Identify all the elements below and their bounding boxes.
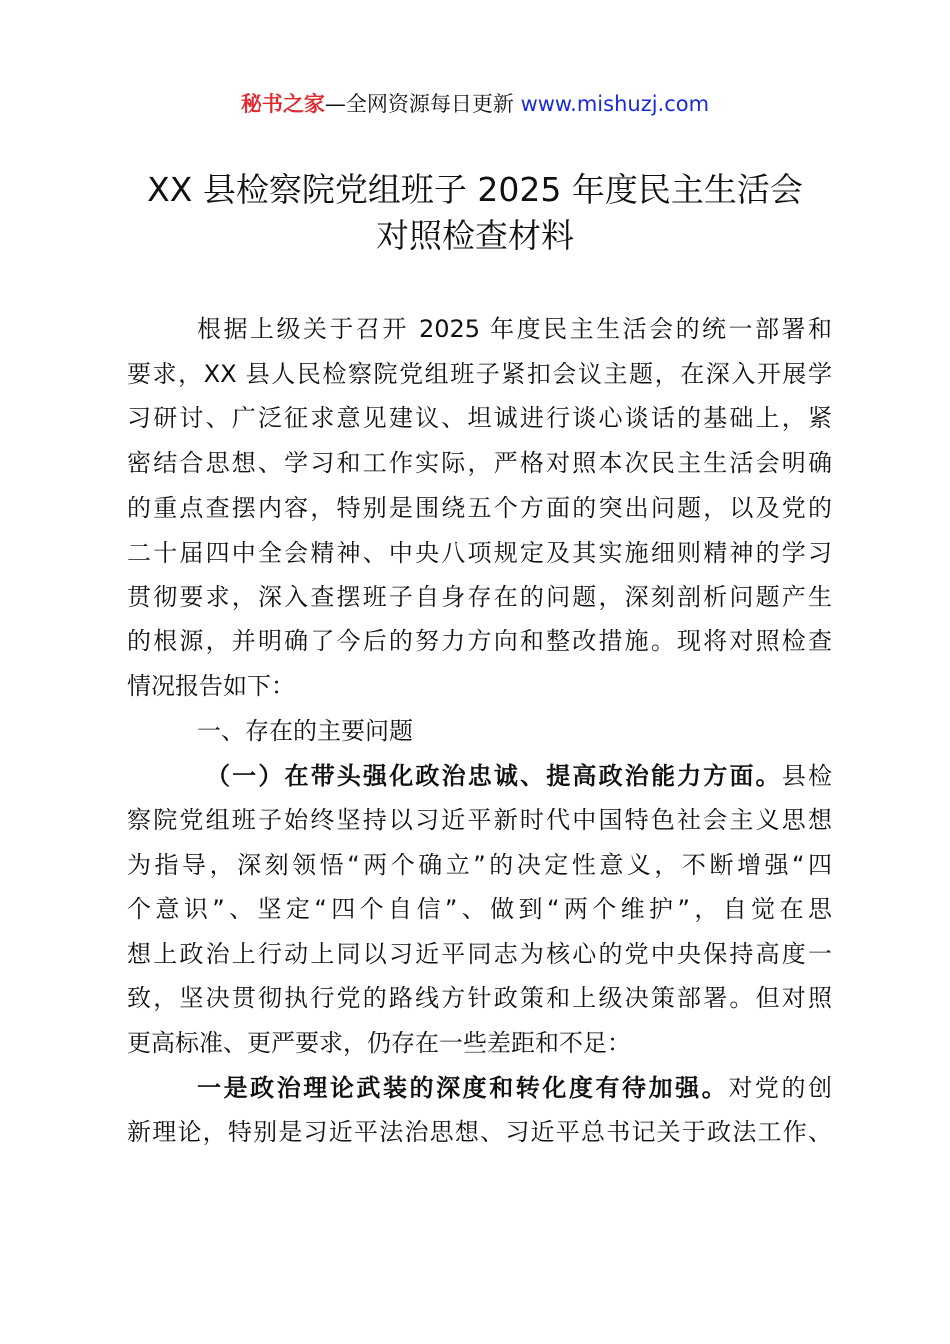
paragraph-line: 致，坚决贯彻执行党的路线方针政策和上级决策部署。但对照 — [127, 984, 832, 1012]
bold-heading-text: 一是政治理论武装的深度和转化度有待加强。 — [197, 1074, 729, 1102]
header-tagline: —全网资源每日更新 — [324, 92, 521, 116]
paragraph-line: 更高标准、更严要求，仍存在一些差距和不足： — [127, 1029, 631, 1057]
paragraph-line — [206, 761, 832, 791]
paragraph-line: 二十届四中全会精神、中央八项规定及其实施细则精神的学习 — [127, 539, 832, 567]
document-title-line-2: 对照检查材料 — [376, 216, 574, 255]
bold-heading-text: （一）在带头强化政治忠诚、提高政治能力方面。 — [206, 762, 782, 790]
paragraph-line — [197, 1073, 832, 1103]
paragraph-line: 情况报告如下： — [127, 672, 295, 700]
line-text: 县检 — [781, 762, 833, 790]
site-header — [0, 88, 950, 120]
paragraph-line: 密结合思想、学习和工作实际，严格对照本次民主生活会明确 — [127, 449, 832, 477]
line-text: 对党的创 — [728, 1074, 833, 1102]
paragraph-line: 根据上级关于召开 2025 年度民主生活会的统一部署和 — [197, 315, 832, 343]
brand-name: 秘书之家 — [240, 92, 325, 116]
paragraph-line: 新理论，特别是习近平法治思想、习近平总书记关于政法工作、 — [127, 1118, 832, 1146]
paragraph-line: 习研讨、广泛征求意见建议、坦诚进行谈心谈话的基础上，紧 — [127, 404, 832, 432]
paragraph-line: 贯彻要求，深入查摆班子自身存在的问题，深刻剖析问题产生 — [127, 583, 832, 611]
section-heading: 一、存在的主要问题 — [197, 717, 413, 745]
site-url-link[interactable]: www.mishuzj.com — [520, 92, 710, 116]
paragraph-line: 察院党组班子始终坚持以习近平新时代中国特色社会主义思想 — [127, 806, 832, 834]
paragraph-line: 的根源，并明确了今后的努力方向和整改措施。现将对照检查 — [127, 627, 832, 655]
paragraph-line: 为指导，深刻领悟“两个确立”的决定性意义，不断增强“四 — [127, 851, 832, 879]
paragraph-line: 要求，XX 县人民检察院党组班子紧扣会议主题，在深入开展学 — [127, 360, 832, 388]
paragraph-line: 个意识”、坚定“四个自信”、做到“两个维护”，自觉在思 — [127, 895, 832, 923]
paragraph-line: 的重点查摆内容，特别是围绕五个方面的突出问题，以及党的 — [127, 494, 832, 522]
document-title-line-1: XX 县检察院党组班子 2025 年度民主生活会 — [147, 170, 803, 209]
paragraph-line: 想上政治上行动上同以习近平同志为核心的党中央保持高度一 — [127, 940, 832, 968]
